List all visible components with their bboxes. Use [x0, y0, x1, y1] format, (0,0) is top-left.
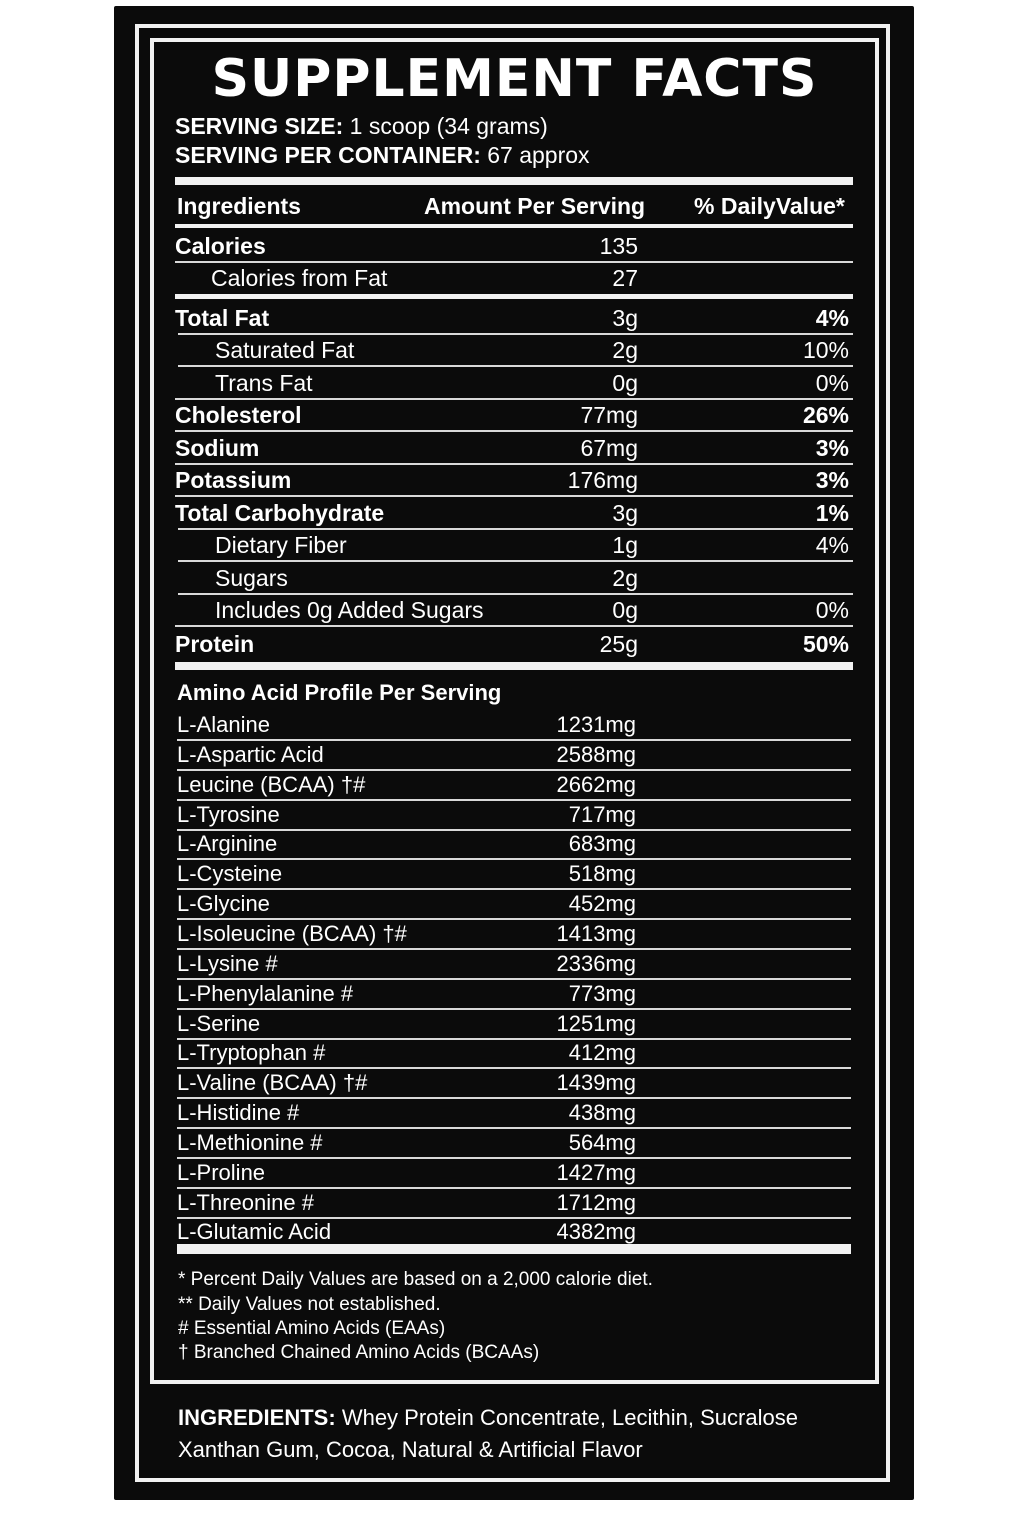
nutrient-name: Dietary Fiber: [215, 532, 347, 558]
nutrient-name: Calories: [175, 233, 266, 259]
nutrient-row: [175, 562, 853, 594]
nutrient-name: Sodium: [175, 435, 260, 461]
thick-rule-top: [175, 177, 853, 185]
amino-name: L-Glutamic Acid: [177, 1219, 332, 1244]
label-title: SUPPLEMENT FACTS: [211, 49, 818, 109]
amino-name: L-Phenylalanine #: [177, 981, 354, 1006]
nutrient-row: [175, 262, 853, 294]
amino-row: [177, 1009, 851, 1039]
nutrient-row: [175, 334, 853, 366]
nutrient-amount: 3g: [612, 500, 638, 526]
amino-row: [177, 1038, 851, 1068]
amino-row: [177, 770, 851, 800]
nutrient-name: Saturated Fat: [215, 337, 355, 363]
amino-name: L-Tyrosine: [177, 802, 280, 827]
amino-amount: 1427mg: [556, 1160, 636, 1185]
amino-amount: 717mg: [568, 802, 636, 827]
nutrient-name: Trans Fat: [215, 370, 313, 396]
header-rule: [175, 224, 853, 228]
ingredients-text-1: Whey Protein Concentrate, Lecithin, Sucralose: [341, 1405, 798, 1430]
amino-name: L-Methionine #: [177, 1130, 323, 1155]
amino-row: [177, 710, 851, 740]
nutrient-daily-value: 3%: [815, 435, 849, 461]
amino-name: L-Alanine: [177, 712, 270, 737]
nutrient-row: [175, 497, 853, 529]
nutrient-amount: 135: [599, 233, 638, 259]
amino-name: L-Isoleucine (BCAA) †#: [177, 921, 407, 946]
nutrient-row: [175, 594, 853, 626]
nutrient-daily-value: 1%: [815, 500, 849, 526]
nutrient-row: [175, 464, 853, 496]
nutrient-daily-value: 4%: [815, 532, 849, 558]
amino-amount: 4382mg: [556, 1219, 636, 1244]
header-amount: Amount Per Serving: [424, 193, 646, 219]
amino-row: [177, 1158, 851, 1188]
nutrient-name: Includes 0g Added Sugars: [215, 597, 484, 623]
amino-row: [177, 1217, 851, 1247]
nutrient-name: Calories from Fat: [211, 265, 388, 291]
amino-amount: 518mg: [568, 861, 636, 886]
amino-amount: 452mg: [568, 891, 636, 916]
amino-amount: 2336mg: [556, 951, 636, 976]
amino-amount: 1251mg: [556, 1011, 636, 1036]
nutrient-daily-value: 0%: [815, 370, 849, 396]
nutrient-name: Sugars: [215, 565, 288, 591]
thick-rule-fat: [175, 294, 853, 299]
amino-name: L-Serine: [177, 1011, 261, 1036]
nutrient-amount: 0g: [612, 370, 638, 396]
nutrient-row: [175, 628, 853, 660]
header-daily-value: % DailyValue*: [694, 193, 845, 219]
amino-profile-title: Amino Acid Profile Per Serving: [177, 680, 502, 705]
amino-amount: 1231mg: [556, 712, 636, 737]
amino-row: [177, 829, 851, 859]
amino-row: [177, 1188, 851, 1218]
nutrient-row: [175, 399, 853, 431]
amino-amount: 412mg: [568, 1040, 636, 1065]
amino-amount: 438mg: [568, 1100, 636, 1125]
amino-row: [177, 740, 851, 770]
footnote-not-established: ** Daily Values not established.: [178, 1294, 441, 1315]
nutrient-daily-value: 4%: [815, 305, 849, 331]
nutrient-daily-value: 0%: [815, 597, 849, 623]
amino-name: L-Lysine #: [177, 951, 278, 976]
ingredients-text-2: Xanthan Gum, Cocoa, Natural & Artificial Flavor: [178, 1437, 643, 1462]
nutrient-row: [175, 230, 853, 262]
footnote-daily-value: * Percent Daily Values are based on a 2,000 calorie diet.: [178, 1269, 653, 1290]
footnote-eaa: # Essential Amino Acids (EAAs): [178, 1318, 446, 1339]
serving-size-value: 1 scoop (34 grams): [349, 113, 548, 139]
amino-name: Leucine (BCAA) †#: [177, 772, 366, 797]
nutrient-row: [175, 367, 853, 399]
nutrient-name: Total Carbohydrate: [175, 500, 385, 526]
nutrient-amount: 3g: [612, 305, 638, 331]
amino-amount: 2662mg: [556, 772, 636, 797]
amino-row: [177, 800, 851, 830]
amino-amount: 1712mg: [556, 1190, 636, 1215]
amino-amount: 773mg: [568, 981, 636, 1006]
nutrient-row: [175, 432, 853, 464]
amino-amount: 2588mg: [556, 742, 636, 767]
nutrient-row: [175, 302, 853, 334]
amino-name: L-Histidine #: [177, 1100, 300, 1125]
nutrient-daily-value: 10%: [802, 337, 849, 363]
serving-size: [175, 112, 548, 140]
serving-size-label: SERVING SIZE:: [175, 113, 344, 139]
amino-name: L-Tryptophan #: [177, 1040, 326, 1065]
thick-rule-protein: [175, 662, 853, 670]
amino-name: L-Threonine #: [177, 1190, 314, 1215]
servings-per-container: [175, 141, 590, 169]
ingredients-line-1: [178, 1402, 858, 1434]
servings-per-container-label: SERVING PER CONTAINER:: [175, 142, 481, 168]
amino-row: [177, 1128, 851, 1158]
row-divider: [175, 625, 853, 627]
header-ingredients: Ingredients: [177, 193, 301, 219]
amino-name: L-Arginine: [177, 831, 278, 856]
amino-name: L-Valine (BCAA) †#: [177, 1070, 368, 1095]
amino-name: L-Glycine: [177, 891, 270, 916]
amino-row: [177, 919, 851, 949]
amino-row: [177, 1068, 851, 1098]
nutrient-amount: 2g: [612, 337, 638, 363]
nutrient-row: [175, 529, 853, 561]
ingredients-block: [178, 1402, 858, 1466]
amino-name: L-Proline: [177, 1160, 266, 1185]
amino-amount: 564mg: [568, 1130, 636, 1155]
amino-amount: 1439mg: [556, 1070, 636, 1095]
nutrient-amount: 2g: [612, 565, 638, 591]
nutrient-amount: 176mg: [567, 467, 638, 493]
amino-row: [177, 949, 851, 979]
amino-name: L-Aspartic Acid: [177, 742, 324, 767]
amino-name: L-Cysteine: [177, 861, 283, 886]
nutrient-amount: 0g: [612, 597, 638, 623]
nutrient-name: Cholesterol: [175, 402, 302, 428]
nutrient-name: Potassium: [175, 467, 292, 493]
nutrient-name: Total Fat: [175, 305, 270, 331]
nutrient-amount: 1g: [612, 532, 638, 558]
nutrient-amount: 25g: [599, 631, 638, 657]
amino-amount: 1413mg: [556, 921, 636, 946]
nutrient-amount: 77mg: [580, 402, 638, 428]
footnote-bcaa: † Branched Chained Amino Acids (BCAAs): [178, 1342, 540, 1363]
nutrient-daily-value: 50%: [802, 631, 849, 657]
amino-row: [177, 859, 851, 889]
servings-per-container-value: 67 approx: [487, 142, 590, 168]
nutrient-daily-value: 26%: [802, 402, 849, 428]
ingredients-label: INGREDIENTS:: [178, 1405, 336, 1430]
amino-amount: 683mg: [568, 831, 636, 856]
thick-rule-amino: [177, 1244, 851, 1254]
amino-row: [177, 1098, 851, 1128]
nutrient-daily-value: 3%: [815, 467, 849, 493]
amino-row: [177, 979, 851, 1009]
nutrient-name: Protein: [175, 631, 255, 657]
nutrient-amount: 67mg: [580, 435, 638, 461]
nutrient-amount: 27: [612, 265, 638, 291]
amino-row: [177, 889, 851, 919]
